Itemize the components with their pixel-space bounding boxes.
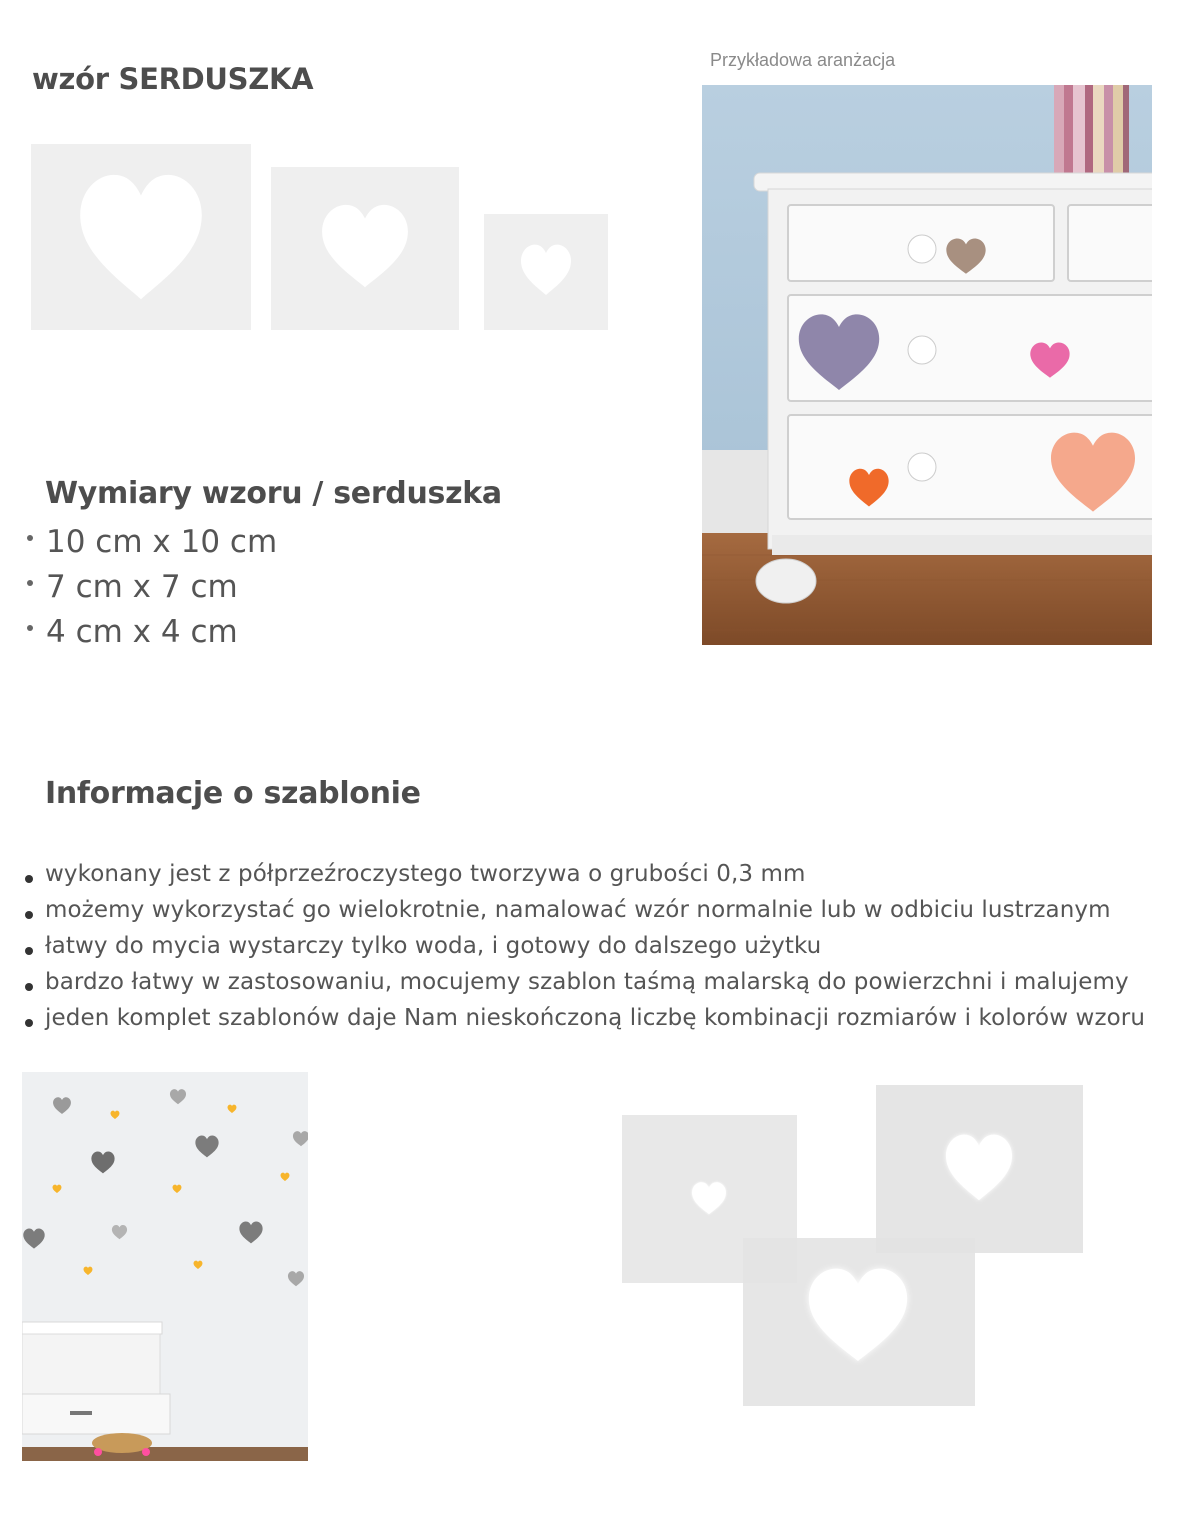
- list-item: 7 cm x 7 cm: [26, 567, 277, 612]
- info-list: [22, 857, 1145, 1037]
- info-heading: Informacje o szablonie: [45, 776, 421, 811]
- bullet-icon: [27, 535, 33, 541]
- heart-cutout-icon: [31, 144, 251, 330]
- heart-cutout-icon: [271, 167, 459, 330]
- bullet-icon: [25, 947, 33, 955]
- bullet-icon: [25, 911, 33, 919]
- bullet-icon: [25, 875, 33, 883]
- dimensions-list: [26, 522, 277, 657]
- example-caption: Przykładowa aranżacja: [710, 50, 896, 70]
- small-stencil: [484, 214, 608, 330]
- list-item: jeden komplet szablonów daje Nam nieskończoną liczbę kombinacji rozmiarów i kolorów wzoru: [22, 1001, 1145, 1037]
- heart-cutout-icon: [484, 214, 608, 330]
- page-title: wzór SERDUSZKA: [32, 62, 314, 96]
- list-item: bardzo łatwy w zastosowaniu, mocujemy szablon taśmą malarską do powierzchni i malujemy: [22, 965, 1145, 1001]
- list-item: 4 cm x 4 cm: [26, 612, 277, 657]
- stencil-set-photo: [600, 1070, 1120, 1450]
- wall-example-photo: [22, 1072, 308, 1461]
- bullet-icon: [27, 625, 33, 631]
- list-item: łatwy do mycia wystarczy tylko woda, i gotowy do dalszego użytku: [22, 929, 1145, 965]
- list-item: 10 cm x 10 cm: [26, 522, 277, 567]
- bullet-icon: [27, 580, 33, 586]
- large-stencil: [31, 144, 251, 330]
- list-item: możemy wykorzystać go wielokrotnie, namalować wzór normalnie lub w odbiciu lustrzanym: [22, 893, 1145, 929]
- dresser-example-photo: [702, 85, 1152, 645]
- books: [1054, 85, 1129, 177]
- medium-stencil: [271, 167, 459, 330]
- bullet-icon: [25, 1019, 33, 1027]
- bullet-icon: [25, 983, 33, 991]
- list-item: wykonany jest z półprzeźroczystego tworzywa o grubości 0,3 mm: [22, 857, 1145, 893]
- dimensions-heading: Wymiary wzoru / serduszka: [45, 476, 502, 511]
